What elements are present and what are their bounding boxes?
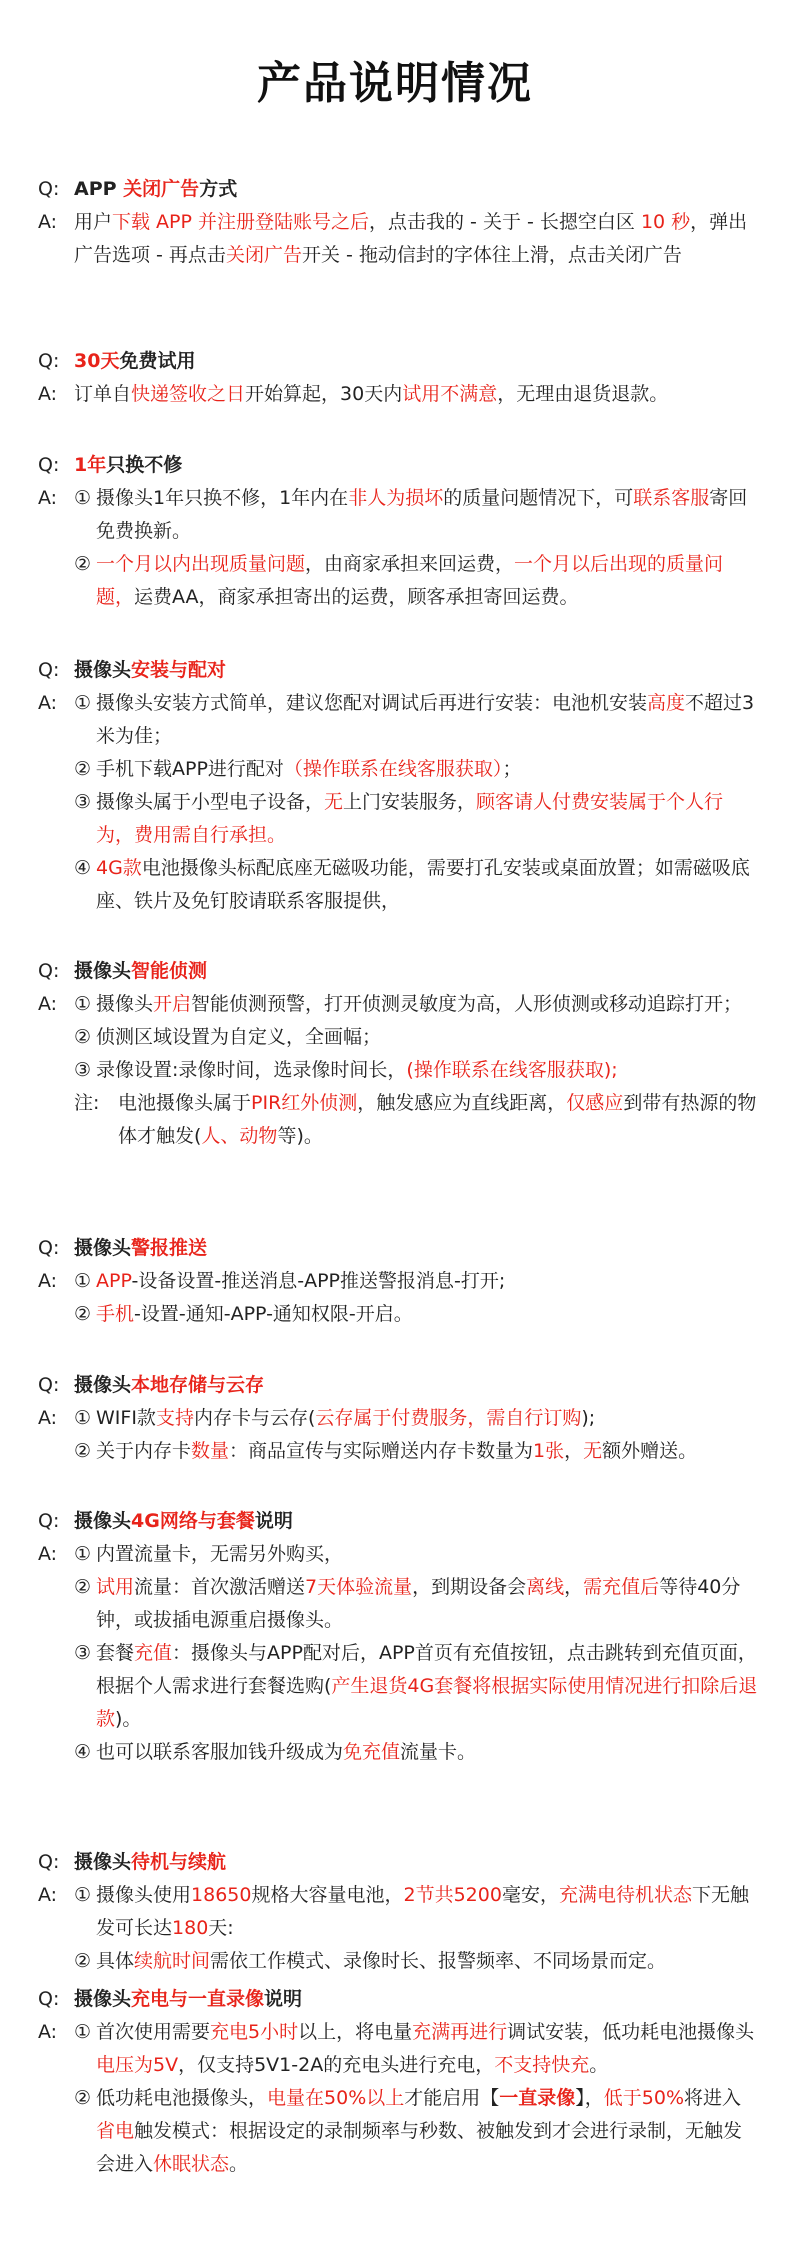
highlight-text: 7天体验流量 [305, 1576, 413, 1598]
text-run: 】， [575, 2087, 604, 2109]
highlight-text: 1年 [74, 454, 107, 476]
question-text [74, 173, 758, 206]
highlight-text: 联系客服 [633, 487, 710, 509]
text-run: ，仅支持5V1-2A的充电头进行充电， [178, 2054, 495, 2076]
text-run: )。 [115, 1708, 142, 1730]
highlight-text: 需充值后 [583, 1576, 660, 1598]
highlight-text: 电压为5V [96, 2054, 179, 2076]
answer-text [96, 1265, 758, 1298]
question-text [74, 1846, 758, 1879]
bullet-number: ② [74, 553, 92, 575]
answer-item [74, 1435, 758, 1468]
text-run: ，无理由退货退款。 [497, 383, 669, 405]
question-text [74, 654, 758, 687]
text-run: 摄像头 [74, 960, 132, 982]
answer-row [38, 1265, 758, 1331]
answer-text [96, 2016, 758, 2082]
text-run: 首次使用需要 [96, 2021, 211, 2043]
answer-item [74, 1945, 758, 1978]
question-text [74, 1232, 758, 1265]
text-run: ); [581, 1407, 596, 1429]
answer-item [74, 1736, 758, 1769]
note-label: 注: [74, 1092, 100, 1114]
text-run: 寄回免费换新。 [96, 487, 748, 542]
highlight-text: 产生退货4G套餐将根据实际使用情况进行扣除后退款 [96, 1675, 758, 1730]
answer-item [74, 1054, 758, 1087]
answer-item [74, 2082, 758, 2181]
answer-row [38, 2016, 758, 2181]
answer-text [96, 1402, 758, 1435]
text-run: 摄像头 [74, 1988, 132, 2010]
highlight-text: 180 [172, 1917, 209, 1939]
text-run: 套餐 [96, 1642, 135, 1664]
answer-row [38, 988, 758, 1087]
text-run: 智能侦测预警，打开侦测灵敏度为高，人形侦测或移动追踪打开； [191, 993, 743, 1015]
text-run: 摄像头 [96, 993, 154, 1015]
highlight-text: 18650 [191, 1884, 252, 1906]
answer-text [96, 1736, 758, 1769]
answer-item [74, 687, 758, 753]
answer-row [38, 1402, 758, 1468]
note-row [38, 1087, 758, 1153]
question-row [38, 449, 758, 482]
question-row [38, 1369, 758, 1402]
answer-item [74, 1637, 758, 1736]
text-run: 等)。 [277, 1125, 323, 1147]
text-run: 具体 [96, 1950, 135, 1972]
highlight-text: 4G网络与套餐 [131, 1510, 255, 1532]
answer-text [74, 378, 758, 411]
bullet-number: ④ [74, 1741, 92, 1763]
qa-section-ad [38, 173, 758, 272]
question-label: Q: [38, 659, 60, 681]
question-label: Q: [38, 960, 60, 982]
text-run: 订单自 [74, 383, 132, 405]
answer-item [74, 786, 758, 852]
answer-text [96, 1945, 758, 1978]
text-run: ：商品宣传与实际赠送内存卡数量为 [229, 1440, 534, 1462]
text-run: 录像设置:录像时间，选录像时间长， [96, 1059, 407, 1081]
answer-items [74, 1879, 758, 1978]
answer-items [74, 482, 758, 614]
highlight-text: 试用 [96, 1576, 135, 1598]
highlight-text: 关闭广告 [123, 178, 200, 200]
answer-text [96, 687, 758, 753]
highlight-text: 4G款 [96, 857, 142, 879]
highlight-text: 续航时间 [134, 1950, 211, 1972]
text-run: 将进入 [684, 2087, 742, 2109]
bullet-number: ② [74, 1026, 92, 1048]
highlight-text: 待机与续航 [131, 1851, 227, 1873]
answer-text [96, 753, 758, 786]
text-run: ， [564, 1576, 584, 1598]
text-run: 开关 - 拖动信封的字体往上滑，点击关闭广告 [301, 244, 682, 266]
text-run: 摄像头安装方式简单，建议您配对调试后再进行安装：电池机安装 [96, 692, 648, 714]
highlight-text: PIR红外侦测 [251, 1092, 358, 1114]
text-run: ； [502, 758, 522, 780]
text-run: 流量卡。 [400, 1741, 477, 1763]
answer-row [38, 1538, 758, 1769]
question-row [38, 955, 758, 988]
question-row [38, 345, 758, 378]
text-run: ：摄像头与APP配对后，APP首页有充值按钮，点击跳转到充值页面，根据个人需求进行套餐选购( [96, 1642, 757, 1697]
bullet-number: ② [74, 1303, 92, 1325]
highlight-text: 警报推送 [131, 1237, 208, 1259]
highlight-text: 免充值 [343, 1741, 401, 1763]
text-run: 说明 [264, 1988, 303, 2010]
qa-section-battery [38, 1846, 758, 1978]
answer-text [96, 1021, 758, 1054]
text-run: -设置-通知-APP-通知权限-开启。 [134, 1303, 413, 1325]
answer-item [74, 378, 758, 411]
text-run: ，触发感应为直线距离， [357, 1092, 567, 1114]
text-run: 摄像头1年只换不修，1年内在 [96, 487, 349, 509]
answer-items [74, 687, 758, 918]
highlight-text: 安装与配对 [131, 659, 227, 681]
answer-text [96, 1571, 758, 1637]
answer-row [38, 1879, 758, 1978]
answer-row [38, 206, 758, 272]
qa-section-trial [38, 345, 758, 411]
highlight-text: 2节共5200 [403, 1884, 502, 1906]
answer-row [38, 378, 758, 411]
highlight-text: 下载 APP 并注册登陆账号之后 [112, 211, 370, 233]
answer-label: A: [38, 211, 58, 233]
question-text [74, 449, 758, 482]
highlight-text: （操作联系在线客服获取） [283, 758, 503, 780]
text-run: 额外赠送。 [602, 1440, 698, 1462]
answer-text [96, 1435, 758, 1468]
answer-text [96, 786, 758, 852]
highlight-text: 充电5小时 [210, 2021, 299, 2043]
highlight-text: 充满电待机状态 [558, 1884, 692, 1906]
highlight-text: APP [96, 1270, 132, 1292]
bullet-number: ① [74, 1407, 92, 1429]
bullet-number: ① [74, 993, 92, 1015]
answer-label: A: [38, 383, 58, 405]
answer-item [74, 2016, 758, 2082]
answer-item [74, 1021, 758, 1054]
text-run: 等待40分钟，或拔插电源重启摄像头。 [96, 1576, 741, 1631]
text-run: ，点击我的 - 关于 - 长摁空白区 [369, 211, 641, 233]
answer-text [96, 482, 758, 548]
text-run: 。 [589, 2054, 609, 2076]
answer-row [38, 482, 758, 614]
text-run: 到带有热源的物体才触发( [118, 1092, 757, 1147]
text-run: 开始算起，30天内 [245, 383, 403, 405]
highlight-text: 10 秒 [640, 211, 691, 233]
text-run: 上门安装服务， [343, 791, 477, 813]
bullet-number: ② [74, 1440, 92, 1462]
answer-items [74, 378, 758, 411]
bullet-number: ④ [74, 857, 92, 879]
highlight-text: 云存属于付费服务，需自行订购 [315, 1407, 582, 1429]
highlight-text: 不支持快充 [494, 2054, 590, 2076]
answer-item [74, 1879, 758, 1945]
text-run: 运费AA，商家承担寄出的运费，顾客承担寄回运费。 [134, 586, 579, 608]
answer-text [96, 1879, 758, 1945]
spacer [38, 1087, 74, 1153]
highlight-text: 充值 [134, 1642, 173, 1664]
answer-text [96, 852, 758, 918]
text-run: 规格大容量电池， [251, 1884, 404, 1906]
answer-item [74, 482, 758, 548]
answer-row [38, 687, 758, 918]
bullet-number: ① [74, 1884, 92, 1906]
text-run: 才能启用【 [404, 2087, 500, 2109]
bullet-number: ① [74, 1270, 92, 1292]
text-run: ，到期设备会 [412, 1576, 527, 1598]
text-run: -设备设置-推送消息-APP推送警报消息-打开; [131, 1270, 506, 1292]
highlight-text: 手机 [96, 1303, 135, 1325]
highlight-text: 开启 [153, 993, 192, 1015]
highlight-text: 高度 [647, 692, 686, 714]
highlight-text: 充电与一直录像 [131, 1988, 265, 2010]
text-run: 毫安， [501, 1884, 559, 1906]
text-run: ， [564, 1440, 584, 1462]
text-run: ，由商家承担来回运费， [305, 553, 515, 575]
highlight-text: 人、动物 [201, 1125, 278, 1147]
highlight-text: 仅感应 [566, 1092, 624, 1114]
text-run: 侦测区域设置为自定义，全画幅； [96, 1026, 382, 1048]
text-run: 摄像头属于小型电子设备， [96, 791, 325, 813]
highlight-text: 试用不满意 [402, 383, 498, 405]
question-label: Q: [38, 1510, 60, 1532]
bullet-number: ① [74, 692, 92, 714]
answer-item [74, 1265, 758, 1298]
qa-section-alert-push [38, 1232, 758, 1331]
answer-label: A: [38, 993, 58, 1015]
highlight-text: 离线 [526, 1576, 565, 1598]
qa-section-install [38, 654, 758, 918]
page-title: 产品说明情况 [257, 58, 533, 109]
highlight-text: 支持 [155, 1407, 194, 1429]
answer-label: A: [38, 692, 58, 714]
text-run: APP [74, 178, 124, 200]
question-text [74, 345, 758, 378]
question-text [74, 955, 758, 988]
question-row [38, 1983, 758, 2016]
text-run: 电池摄像头标配底座无磁吸功能，需要打孔安装或桌面放置；如需磁吸底座、铁片及免钉胶请联系客服提供， [96, 857, 750, 912]
answer-item [74, 1298, 758, 1331]
highlight-text: 30天 [74, 350, 120, 372]
text-run: 摄像头使用 [96, 1884, 192, 1906]
answer-label: A: [38, 2021, 58, 2043]
answer-item [74, 852, 758, 918]
text-run: 低功耗电池摄像头， [96, 2087, 268, 2109]
answer-item [74, 753, 758, 786]
answer-item [74, 988, 758, 1021]
highlight-text: 智能侦测 [131, 960, 208, 982]
bullet-number: ② [74, 1950, 92, 1972]
highlight-text: 快递签收之日 [131, 383, 246, 405]
text-run: 用户 [74, 211, 113, 233]
highlight-text: (操作联系在线客服获取); [406, 1059, 618, 1081]
answer-text [96, 1637, 758, 1736]
highlight-text: 充满再进行 [412, 2021, 508, 2043]
question-label: Q: [38, 350, 60, 372]
qa-section-charging [38, 1983, 758, 2181]
answer-item [74, 1402, 758, 1435]
bullet-number: ② [74, 758, 92, 780]
answer-text [96, 988, 758, 1021]
text-run: 也可以联系客服加钱升级成为 [96, 1741, 344, 1763]
bullet-number: ③ [74, 791, 92, 813]
answer-items [74, 1265, 758, 1331]
bullet-number: ② [74, 1576, 92, 1598]
answer-item [74, 206, 758, 272]
text-run: ，弹出广告选项 - 再点击 [74, 211, 748, 266]
highlight-text: 关闭广告 [225, 244, 302, 266]
answer-items [74, 2016, 758, 2181]
bullet-number: ① [74, 1543, 92, 1565]
highlight-text: 数量 [191, 1440, 230, 1462]
qa-section-detection [38, 955, 758, 1153]
answer-text [96, 548, 758, 614]
highlight-text: 本地存储与云存 [131, 1374, 265, 1396]
answer-item [74, 548, 758, 614]
question-text [74, 1369, 758, 1402]
text-run: 只换不修 [106, 454, 183, 476]
question-label: Q: [38, 454, 60, 476]
text-run: 摄像头 [74, 1851, 132, 1873]
question-row [38, 1232, 758, 1265]
answer-text [74, 206, 758, 272]
text-run: 摄像头 [74, 1510, 132, 1532]
answer-text [96, 1054, 758, 1087]
qa-section-storage [38, 1369, 758, 1468]
answer-items [74, 1402, 758, 1468]
qa-section-4g [38, 1505, 758, 1769]
text-run: 方式 [199, 178, 238, 200]
highlight-text: 电量在50%以上 [267, 2087, 405, 2109]
text-run: 摄像头 [74, 1237, 132, 1259]
text-run: 流量：首次激活赠送 [134, 1576, 306, 1598]
bullet-number: ② [74, 2087, 92, 2109]
highlight-text: 一直录像 [499, 2087, 576, 2109]
note-text [118, 1087, 758, 1153]
question-row [38, 1846, 758, 1879]
question-label: Q: [38, 1374, 60, 1396]
text-run: 说明 [254, 1510, 293, 1532]
bullet-number: ③ [74, 1059, 92, 1081]
highlight-text: 非人为损坏 [348, 487, 444, 509]
text-run: 的质量问题情况下，可 [443, 487, 634, 509]
answer-items [74, 206, 758, 272]
answer-text [96, 1298, 758, 1331]
answer-label: A: [38, 1543, 58, 1565]
question-label: Q: [38, 1237, 60, 1259]
text-run: 内置流量卡，无需另外购买， [96, 1543, 344, 1565]
question-row [38, 1505, 758, 1538]
text-run: WIFI款 [96, 1407, 156, 1429]
bullet-number: ① [74, 487, 92, 509]
highlight-text: 一个月以内出现质量问题 [96, 553, 306, 575]
bullet-number: ① [74, 2021, 92, 2043]
text-run: 需依工作模式、录像时长、报警频率、不同场景而定。 [210, 1950, 667, 1972]
text-run: 免费试用 [119, 350, 196, 372]
answer-label: A: [38, 1884, 58, 1906]
highlight-text: 无 [324, 791, 344, 813]
answer-label: A: [38, 1270, 58, 1292]
answer-text [96, 1538, 758, 1571]
text-run: 调试安装，低功耗电池摄像头 [507, 2021, 755, 2043]
answer-label: A: [38, 487, 58, 509]
text-run: 下无触发可长达 [96, 1884, 749, 1939]
answer-label: A: [38, 1407, 58, 1429]
highlight-text: 省电 [96, 2120, 135, 2142]
text-run: 手机下载APP进行配对 [96, 758, 284, 780]
highlight-text: 1张 [533, 1440, 565, 1462]
highlight-text: 休眠状态 [153, 2153, 230, 2175]
text-run: 天: [208, 1917, 234, 1939]
question-label: Q: [38, 1851, 60, 1873]
qa-section-warranty [38, 449, 758, 614]
question-row [38, 173, 758, 206]
highlight-text: 无 [583, 1440, 603, 1462]
question-text [74, 1983, 758, 2016]
text-run: 关于内存卡 [96, 1440, 192, 1462]
text-run: 触发模式：根据设定的录制频率与秒数、被触发到才会进行录制，无触发会进入 [96, 2120, 743, 2175]
highlight-text: 低于50% [603, 2087, 685, 2109]
answer-item [74, 1571, 758, 1637]
text-run: 电池摄像头属于 [118, 1092, 252, 1114]
text-run: 不超过3米为佳； [96, 692, 755, 747]
text-run: 内存卡与云存( [193, 1407, 316, 1429]
answer-items [74, 988, 758, 1087]
question-text [74, 1505, 758, 1538]
text-run: 。 [229, 2153, 249, 2175]
text-run: 摄像头 [74, 1374, 132, 1396]
text-run: 以上，将电量 [298, 2021, 413, 2043]
answer-text [96, 2082, 758, 2181]
answer-items [74, 1538, 758, 1769]
text-run: 摄像头 [74, 659, 132, 681]
bullet-number: ③ [74, 1642, 92, 1664]
highlight-text: 一个月以后出现的质量问题， [96, 553, 724, 608]
highlight-text: 顾客请人付费安装属于个人行为，费用需自行承担。 [96, 791, 724, 846]
question-label: Q: [38, 1988, 60, 2010]
question-label: Q: [38, 178, 60, 200]
question-row [38, 654, 758, 687]
answer-item [74, 1538, 758, 1571]
note-item [74, 1087, 758, 1153]
